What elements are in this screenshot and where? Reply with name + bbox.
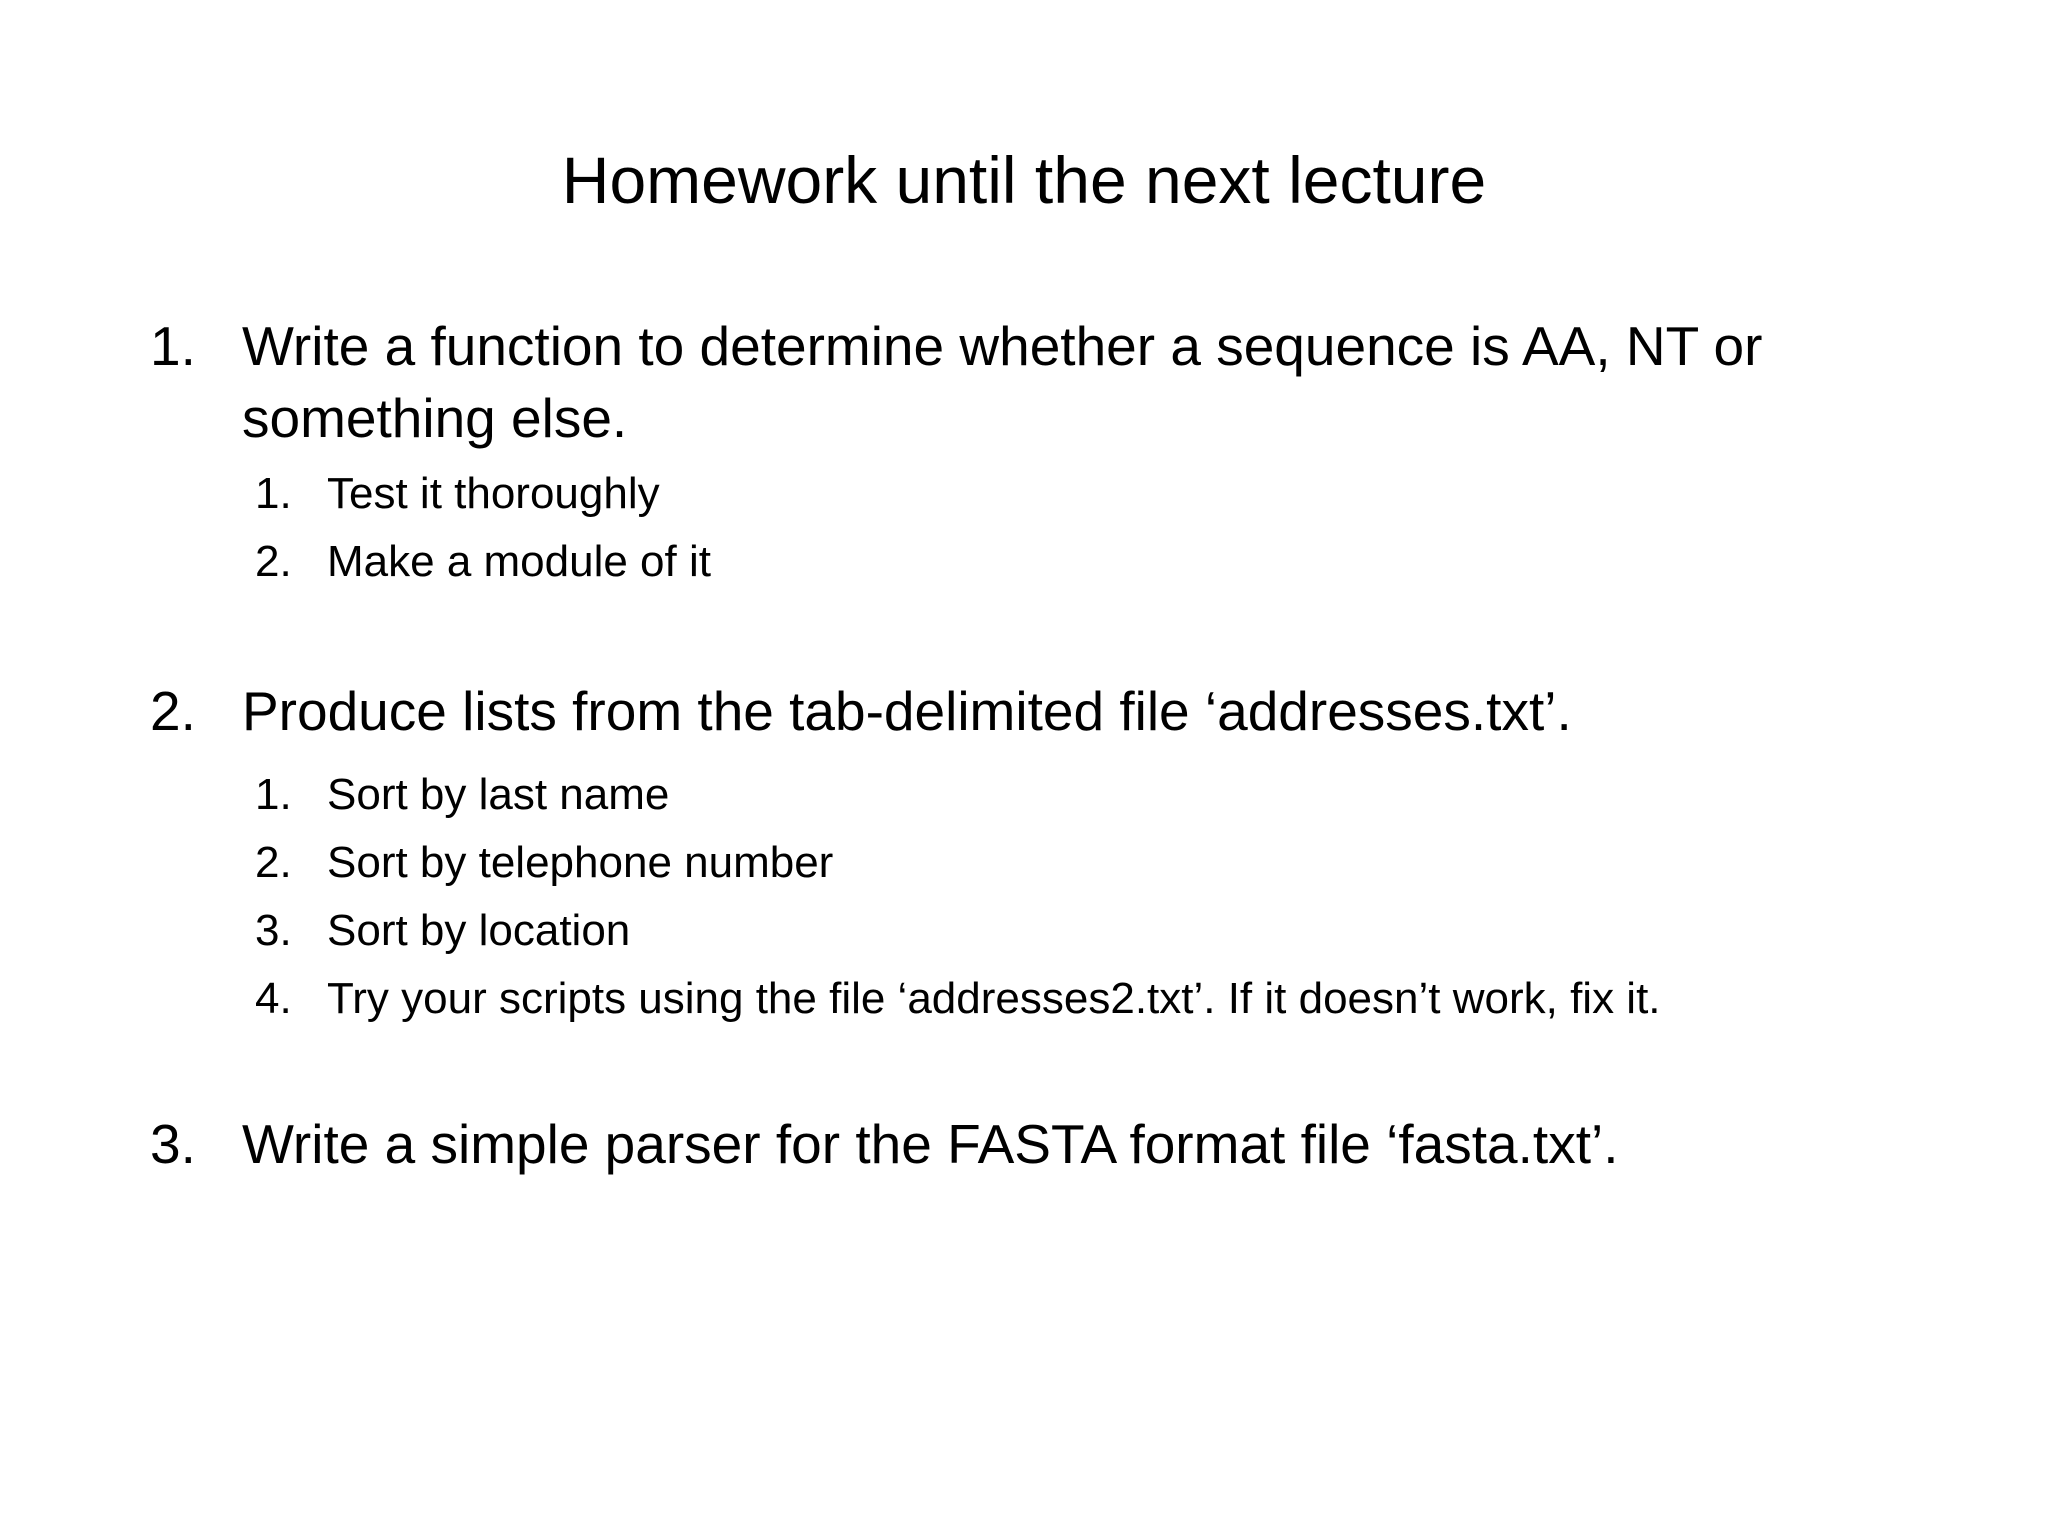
list-item bbox=[150, 310, 1950, 588]
sublist-item-text: Try your scripts using the file ‘addresses2.txt’. If it doesn’t work, fix it. bbox=[327, 974, 1661, 1023]
sublist-item-number: 2. bbox=[255, 537, 292, 586]
sublist-item-text: Sort by telephone number bbox=[327, 838, 834, 887]
sublist-item-number: 4. bbox=[255, 974, 292, 1023]
sublist-item-number: 1. bbox=[255, 469, 292, 518]
list-item-number: 1. bbox=[150, 315, 196, 377]
list-item bbox=[150, 675, 1950, 1025]
list-item-line bbox=[150, 675, 1950, 747]
list-item-text: Write a simple parser for the FASTA format file ‘fasta.txt’. bbox=[242, 1113, 1619, 1175]
list-item bbox=[150, 1108, 1950, 1180]
list-item-number: 2. bbox=[150, 680, 196, 742]
list-item-line bbox=[150, 310, 1950, 454]
sublist-item-text: Sort by location bbox=[327, 906, 631, 955]
sublist-item-text: Test it thoroughly bbox=[327, 469, 660, 518]
sublist-item-number: 2. bbox=[255, 838, 292, 887]
sublist-item-number: 3. bbox=[255, 906, 292, 955]
sublist-item bbox=[255, 769, 1950, 821]
sublist-item-text: Sort by last name bbox=[327, 770, 670, 819]
list-item-text: Write a function to determine whether a sequence is AA, NT or something else. bbox=[242, 315, 1763, 449]
list-item-line bbox=[150, 1108, 1950, 1180]
sublist-item bbox=[255, 468, 1950, 520]
sublist-item bbox=[255, 905, 1950, 957]
list-item-number: 3. bbox=[150, 1113, 196, 1175]
sublist bbox=[150, 468, 1950, 588]
sublist-item bbox=[255, 973, 1950, 1025]
list-item-text: Produce lists from the tab-delimited file ‘addresses.txt’. bbox=[242, 680, 1572, 742]
sublist bbox=[150, 769, 1950, 1025]
sublist-item bbox=[255, 837, 1950, 889]
slide-title: Homework until the next lecture bbox=[561, 143, 1487, 217]
sublist-item-text: Make a module of it bbox=[327, 537, 711, 586]
sublist-item-number: 1. bbox=[255, 770, 292, 819]
sublist-item bbox=[255, 536, 1950, 588]
